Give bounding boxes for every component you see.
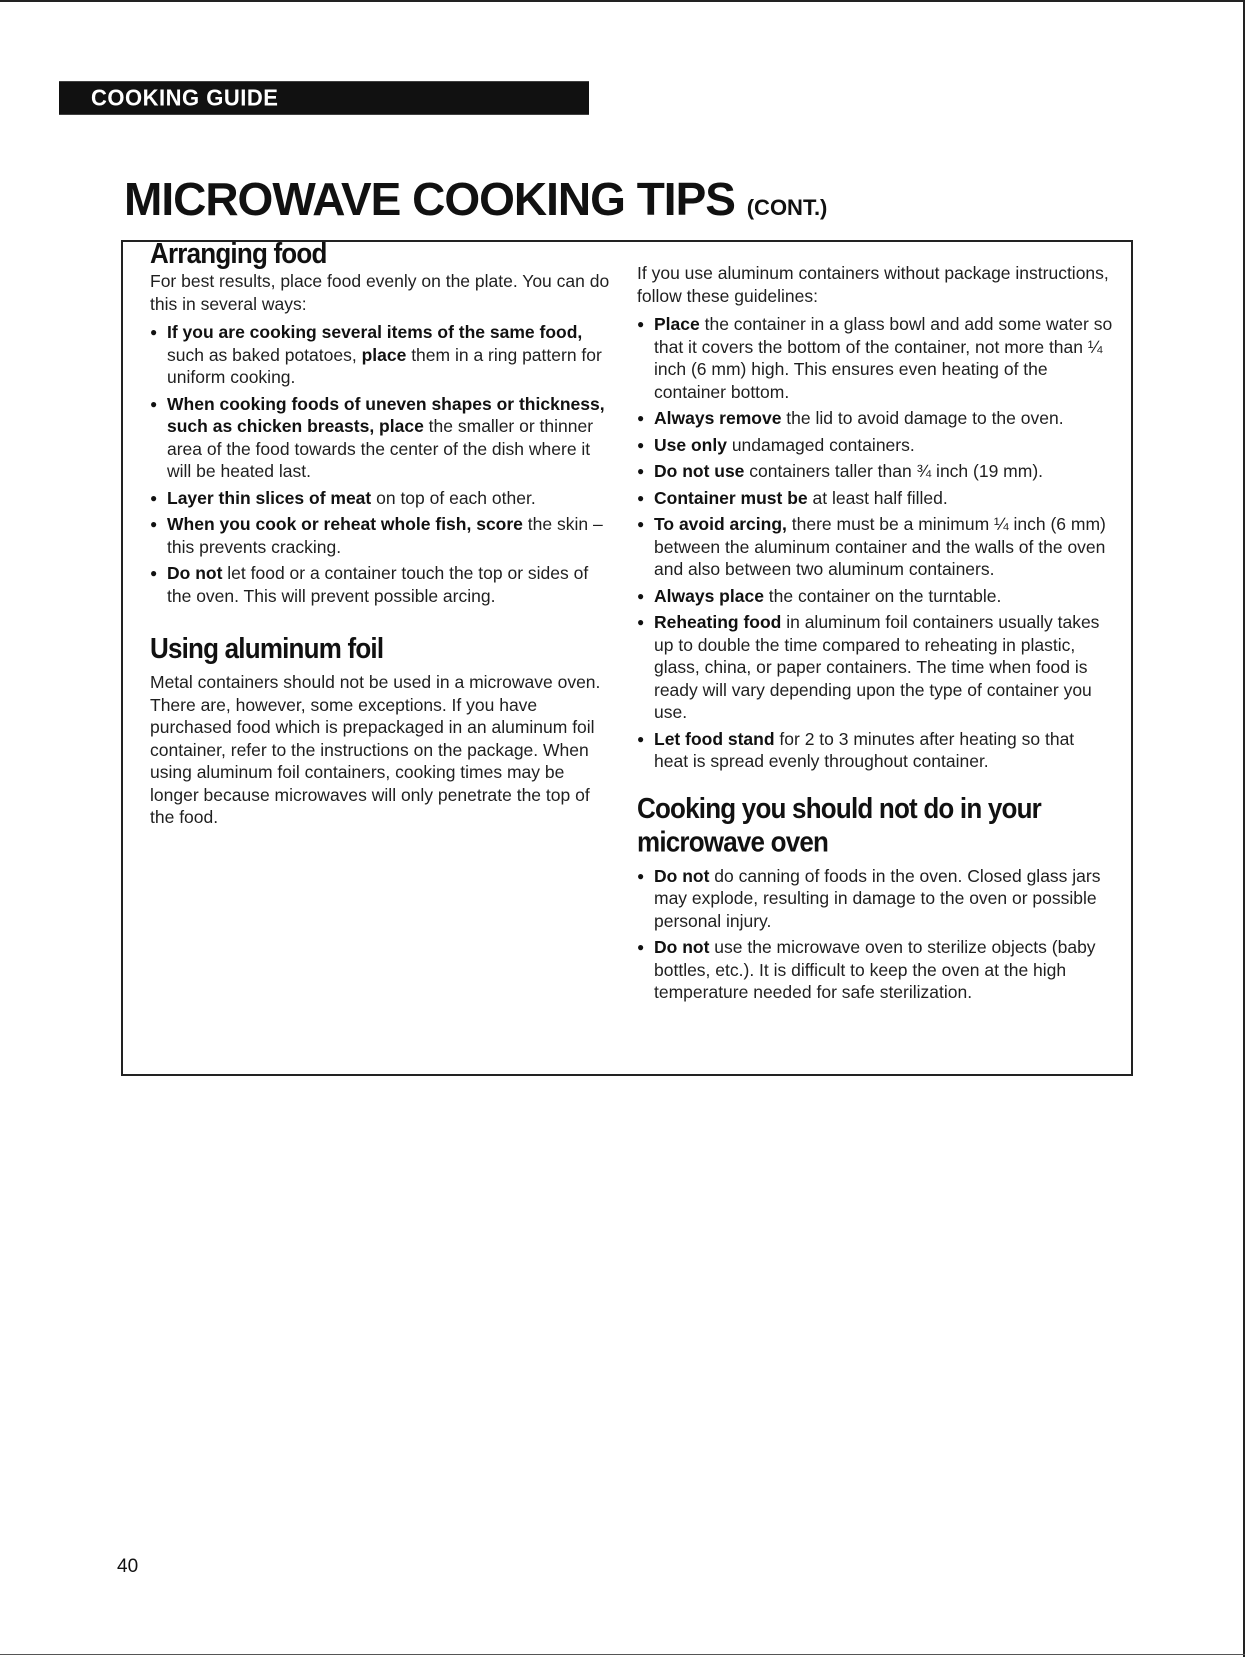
arranging-food-list [150,321,610,607]
bullet-lead: Reheating food [654,612,782,632]
left-column [150,236,610,829]
section-label-bar [59,81,589,115]
bullet-text: the container on the turntable. [763,585,1002,606]
bullet-text: use the microwave oven to sterilize objects (baby bottles, etc.). It is difficult to keep the oven at the high temperature needed for safe sterilization. [654,937,1096,1002]
bullet-lead: If you are cooking several items of the same food, [167,322,583,342]
bullet-lead: Container must be [654,487,808,508]
arranging-food-heading: Arranging food [150,236,327,270]
bullet-lead: When cooking foods of uneven shapes or thickness, such as chicken breasts, place [167,393,605,436]
bullet-text: undamaged containers. [726,434,915,455]
bullet-lead: Do not [167,563,223,583]
page-number: 40 [117,1556,139,1577]
aluminum-guidelines-list [637,313,1113,773]
bullet-lead: Do not [654,937,710,957]
section-label: COOKING GUIDE [91,84,279,111]
arranging-food-intro: For best results, place food evenly on the plate. You can do this in several ways: [150,271,610,314]
do-not-cook-list [637,865,1113,1004]
list-item [637,313,1113,403]
bullet-text: the skin – this prevents cracking. [167,514,603,557]
right-column [637,242,1113,1008]
bullet-lead: Always place [654,585,764,606]
bullet-text: let food or a container touch the top or sides of the oven. This will prevent possible arcing. [167,563,589,606]
list-item [637,585,1113,608]
bullet-text: containers taller than ¾ inch (19 mm). [744,461,1044,481]
page-title [124,172,827,226]
list-item [637,611,1113,724]
list-item [637,936,1113,1004]
bullet-lead: Let food stand [654,728,775,749]
list-item [637,865,1113,933]
page-border-top [0,0,1245,2]
bullet-text: at least half filled. [807,487,948,508]
bullet-text: for 2 to 3 minutes after heating so that heat is spread evenly throughout container. [654,728,1075,771]
bullet-lead: Place [654,314,700,334]
bullet-lead: Do not [654,865,710,886]
bullet-text: do canning of foods in the oven. Closed glass jars may explode, resulting in damage to the oven or possible personal injury. [654,865,1101,931]
bullet-text: such as baked potatoes, [167,344,362,365]
page-title-text: MICROWAVE COOKING TIPS [124,173,735,225]
bullet-lead: Layer thin slices of meat [167,487,372,508]
bullet-text: there must be a minimum ¼ inch (6 mm) between the aluminum container and the walls of the oven and also between two aluminum containers. [654,514,1106,579]
list-item [637,487,1113,510]
page-title-suffix: (CONT.) [746,195,828,220]
list-item [637,434,1113,457]
aluminum-foil-body: Metal containers should not be used in a microwave oven. There are, however, some exceptions. If you have purchased food which is prepackaged in an aluminum foil container, refer to the instructions on the package. When using aluminum foil containers, cooking times may be longer because microwaves will only penetrate the top of the food. [150,672,601,827]
bullet-lead: Always remove [654,408,782,428]
list-item [637,728,1113,773]
bullet-lead: Do not use [654,461,745,481]
list-item [150,393,610,483]
bullet-text: the container in a glass bowl and add some water so that it covers the bottom of the container, not more than ¼ inch (6 mm) high. This ensures even heating of the container bottom. [654,314,1113,402]
list-item [150,513,610,558]
content-box [121,236,1133,1076]
list-item [637,407,1113,430]
bullet-text: them in a ring pattern for uniform cooking. [167,344,602,387]
bullet-lead: Use only [654,434,727,455]
page-border-bottom [0,1654,1245,1655]
aluminum-guidelines-intro: If you use aluminum containers without package instructions, follow these guidelines: [637,263,1109,306]
list-item [637,460,1113,483]
bullet-text: the smaller or thinner area of the food towards the center of the dish where it will be heated last. [167,416,594,481]
bullet-lead: When you cook or reheat whole fish, score [167,514,523,534]
bullet-text: in aluminum foil containers usually takes up to double the time compared to reheating in plastic, glass, china, or paper containers. The time when food is ready will vary depending upon the type of container you use. [654,612,1100,722]
bullet-lead: To avoid arcing, [654,514,787,534]
bullet-text: on top of each other. [371,487,536,508]
list-item [150,487,610,510]
bullet-lead: place [361,344,407,365]
list-item [150,321,610,389]
list-item [637,513,1113,581]
do-not-cook-heading: Cooking you should not do in your microwave oven [637,790,1041,858]
bullet-text: the lid to avoid damage to the oven. [781,408,1064,428]
list-item [150,562,610,607]
aluminum-foil-heading: Using aluminum foil [150,631,384,665]
